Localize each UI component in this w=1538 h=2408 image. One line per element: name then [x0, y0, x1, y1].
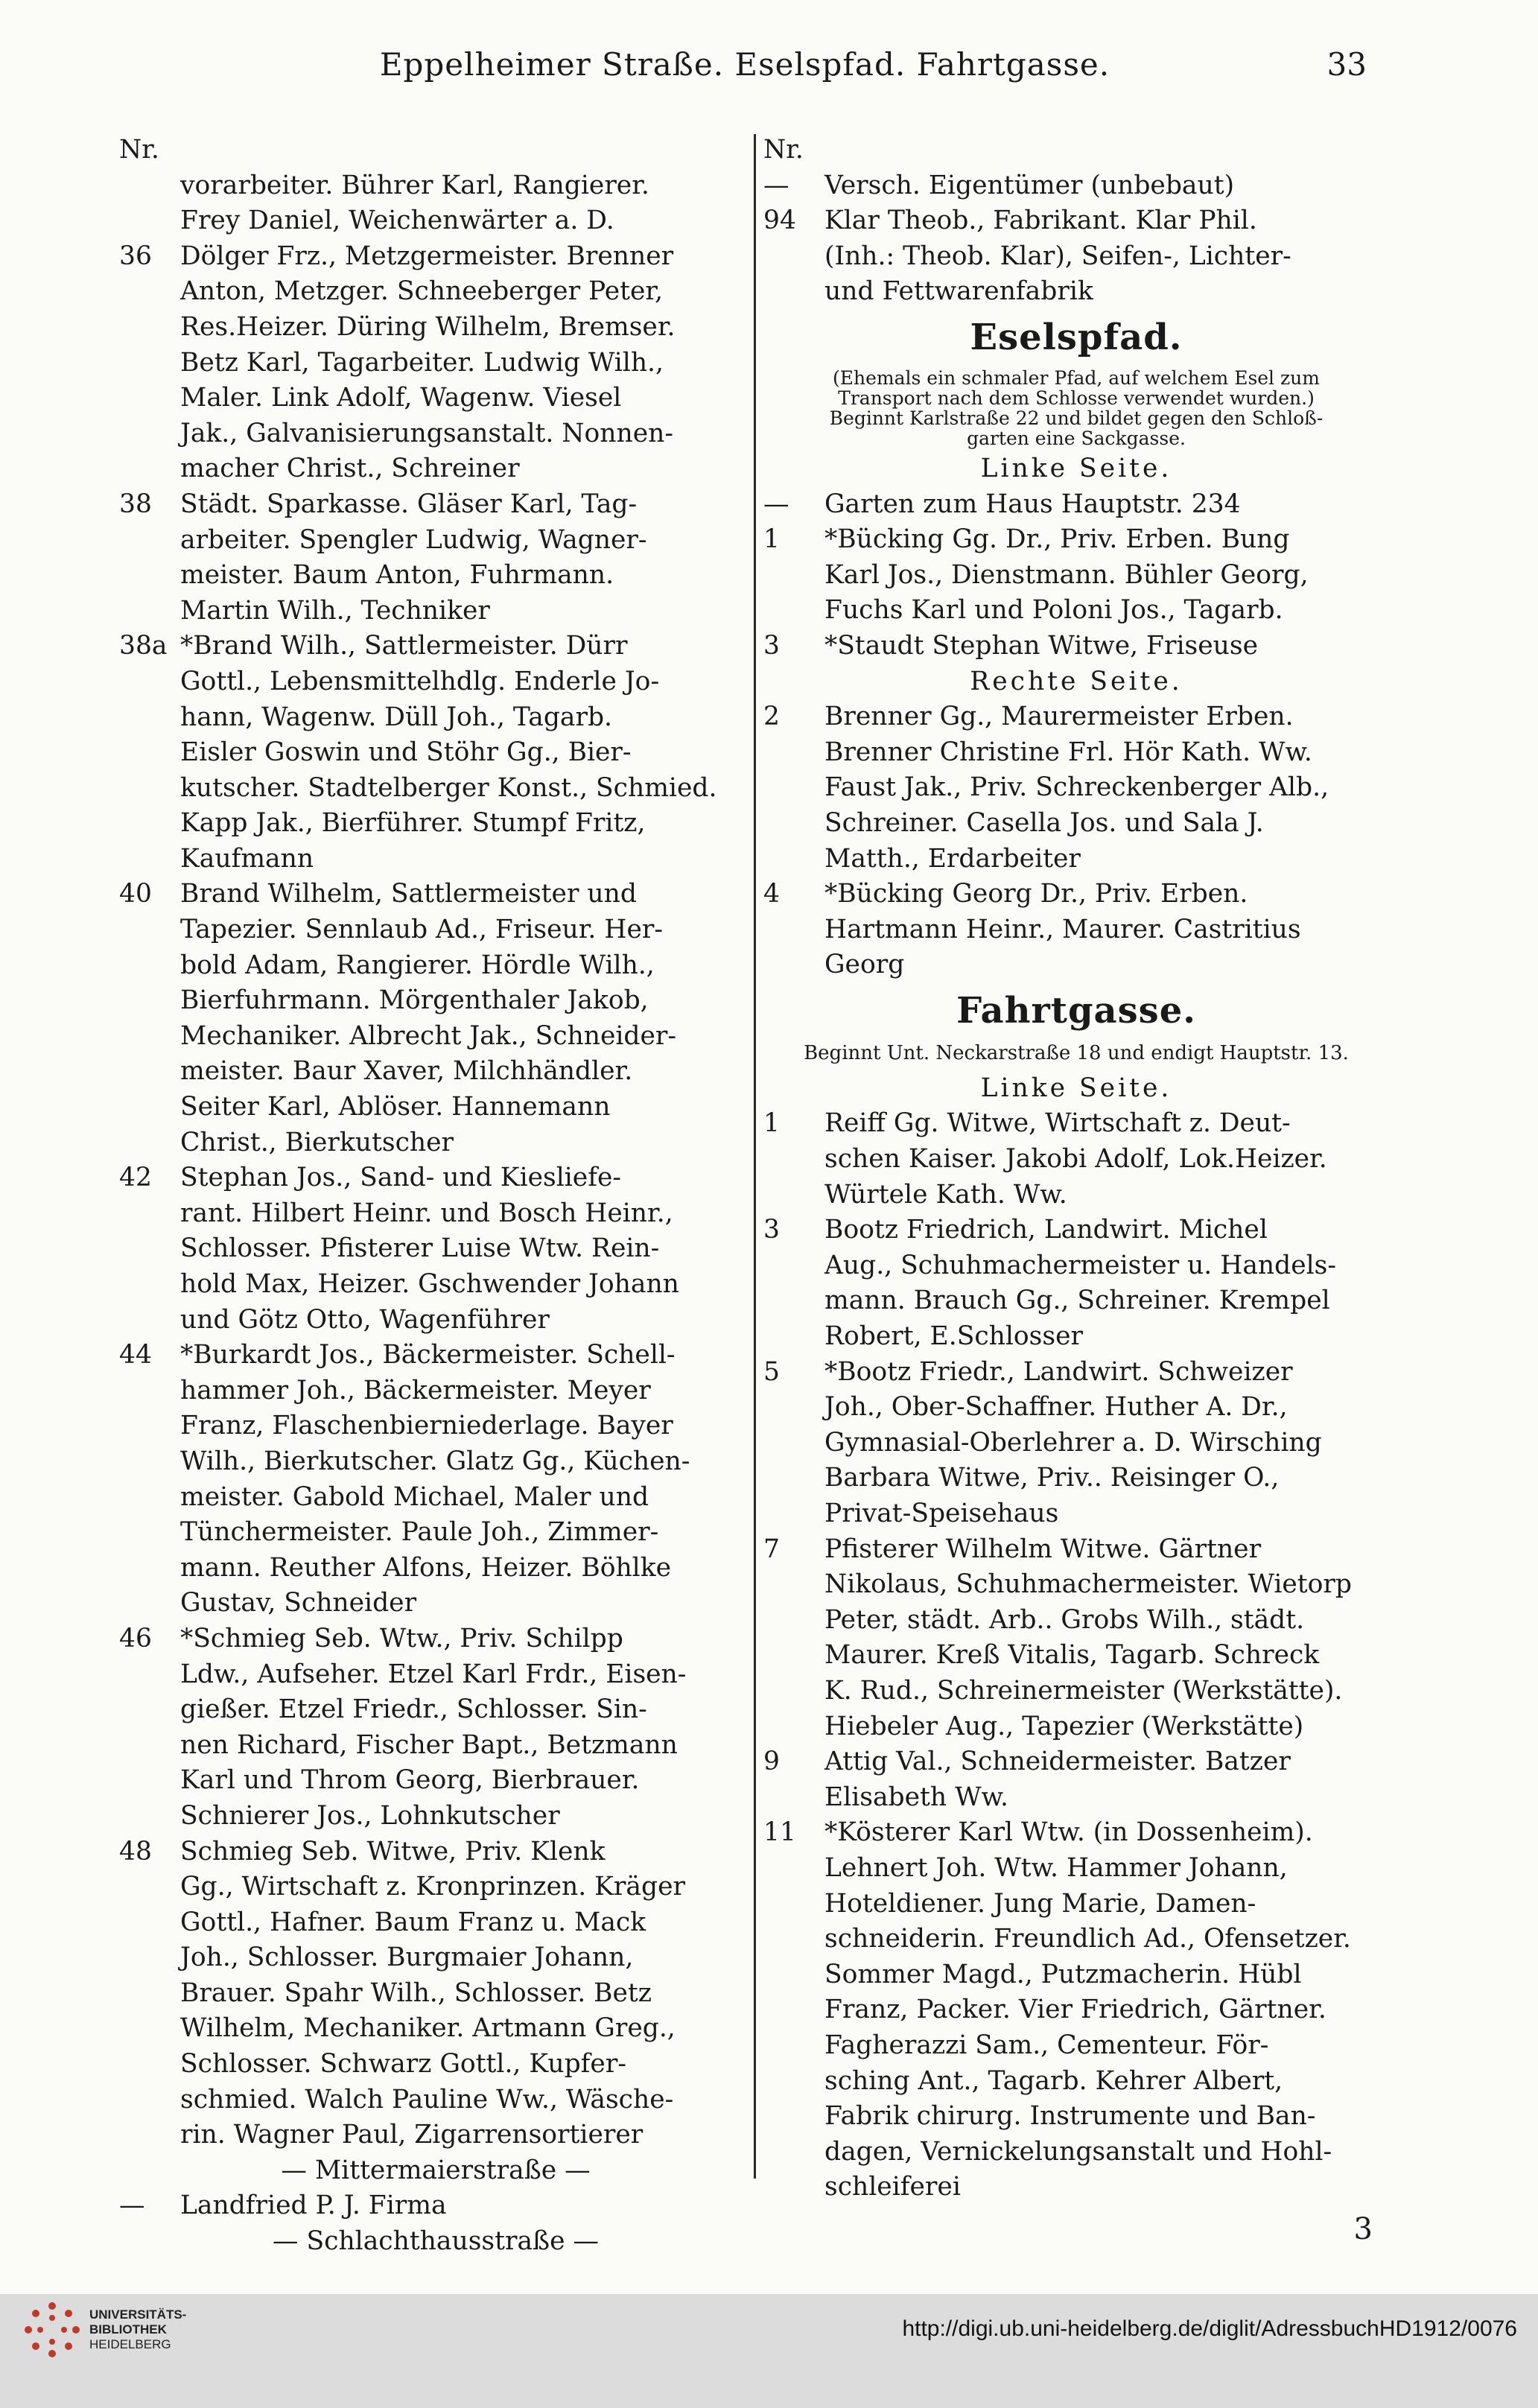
resident-text: Lehnert Joh. Wtw. Hammer Johann,: [824, 1852, 1288, 1883]
entry-line-numbered: [763, 487, 1389, 523]
entry-line-numbered: [119, 1834, 752, 1870]
entry-line: [763, 2135, 1389, 2170]
entry-line: [763, 1992, 1389, 2028]
resident-text: und Götz Otto, Wagenführer: [180, 1304, 550, 1335]
resident-text: (Inh.: Theob. Klar), Seifen-, Lichter-: [824, 241, 1291, 271]
resident-text: Kapp Jak., Bierführer. Stumpf Fritz,: [180, 808, 646, 839]
resident-text: Bierfuhrmann. Mörgenthaler Jakob,: [180, 985, 649, 1016]
resident-text: *Burkardt Jos., Bäckermeister. Schell-: [180, 1340, 676, 1370]
entry-line: [119, 451, 752, 487]
right-column-continuation: [763, 133, 1389, 310]
resident-text: macher Christ., Schreiner: [180, 454, 520, 484]
page-number: 33: [1326, 46, 1367, 83]
entry-line: [763, 1461, 1389, 1496]
entry-line: [119, 2224, 752, 2260]
resident-text: Brauer. Spahr Wilh., Schlosser. Betz: [180, 1977, 652, 2008]
entry-line: [763, 1922, 1389, 1957]
resident-text: Wilh., Bierkutscher. Glatz Gg., Küchen-: [180, 1446, 690, 1476]
entry-line: [119, 948, 752, 984]
resident-text: Karl und Throm Georg, Bierbrauer.: [180, 1765, 640, 1796]
entry-line: [763, 2064, 1389, 2100]
resident-text: sching Ant., Tagarb. Kehrer Albert,: [824, 2065, 1283, 2096]
entry-line-numbered: [119, 2188, 752, 2224]
resident-text: Gustav, Schneider: [180, 1588, 417, 1618]
resident-text: kutscher. Stadtelberger Konst., Schmied.: [180, 772, 717, 803]
resident-text: Attig Val., Schneidermeister. Batzer: [824, 1747, 1291, 1777]
library-logo-icon: [22, 2300, 82, 2360]
side-label-text: Linke Seite.: [980, 453, 1172, 483]
resident-text: Dölger Frz., Metzgermeister. Brenner: [180, 241, 674, 271]
side-label-text: Rechte Seite.: [970, 666, 1183, 696]
resident-text: Brand Wilhelm, Sattlermeister und: [180, 879, 637, 909]
library-name-line: UNIVERSITÄTS-: [89, 2307, 187, 2322]
entry-line: [119, 1090, 752, 1125]
resident-text: Eisler Goswin und Stöhr Gg., Bier-: [180, 737, 632, 768]
entry-line: [119, 1196, 752, 1232]
resident-text: Privat-Speisehaus: [824, 1499, 1059, 1528]
resident-text: Schmieg Seb. Witwe, Priv. Klenk: [180, 1836, 606, 1867]
resident-text: Georg: [824, 950, 905, 980]
entry-line: [763, 274, 1389, 310]
resident-text: Fagherazzi Sam., Cementeur. För-: [824, 2030, 1269, 2060]
viewer-footer-bar: [0, 2294, 1538, 2408]
resident-text: Sommer Magd., Putzmacherin. Hübl: [824, 1959, 1302, 1989]
house-number: 42: [119, 1163, 152, 1193]
sheet-number: 3: [1353, 2212, 1373, 2246]
resident-text: Betz Karl, Tagarbeiter. Ludwig Wilh.,: [180, 347, 664, 378]
street-heading-eselspfad: Eselspfad.: [970, 316, 1183, 358]
resident-text: Karl Jos., Dienstmann. Bühler Georg,: [824, 559, 1309, 590]
entry-line: [119, 2083, 752, 2118]
resident-text: Barbara Witwe, Priv.. Reisinger O.,: [824, 1463, 1280, 1493]
resident-text: Würtele Kath. Ww.: [824, 1179, 1067, 1210]
resident-text: Christ., Bierkutscher: [180, 1127, 454, 1157]
resident-text: Gottl., Lebensmittelhdlg. Enderle Jo-: [180, 666, 660, 696]
entry-line: [119, 735, 752, 771]
entry-line: [763, 1248, 1389, 1284]
entry-line: [119, 1551, 752, 1586]
resident-text: Fabrik chirurg. Instrumente und Ban-: [824, 2101, 1316, 2132]
entry-line: [763, 1142, 1389, 1178]
entry-line: [763, 806, 1389, 842]
entry-line: [763, 1638, 1389, 1674]
entry-line: [119, 1515, 752, 1551]
entry-line: [763, 1426, 1389, 1461]
entry-line: [119, 1231, 752, 1267]
entry-line: [763, 1957, 1389, 1993]
resident-text: rant. Hilbert Heinr. und Bosch Heinr.,: [180, 1198, 673, 1228]
resident-text: Nikolaus, Schuhmachermeister. Wietorp: [824, 1569, 1353, 1600]
house-number: Nr.: [119, 135, 159, 165]
entry-line: [119, 912, 752, 948]
left-column: [119, 133, 752, 2260]
resident-text: Mechaniker. Albrecht Jak., Schneider-: [180, 1020, 677, 1051]
entry-line: [763, 558, 1389, 594]
resident-text: vorarbeiter. Bührer Karl, Rangierer.: [180, 170, 649, 200]
entry-line: [119, 416, 752, 452]
resident-text: *Bootz Friedr., Landwirt. Schweizer: [824, 1356, 1293, 1387]
entry-line: [119, 1125, 752, 1161]
entry-line: [119, 1408, 752, 1444]
entry-line: [119, 2153, 752, 2189]
entry-line: [119, 558, 752, 594]
entry-line: [119, 2118, 752, 2153]
entry-line-numbered: [763, 203, 1389, 239]
entry-line: [119, 1019, 752, 1055]
entry-line-numbered: [763, 168, 1389, 204]
resident-text: Wilhelm, Mechaniker. Artmann Greg.,: [180, 2013, 676, 2044]
resident-text: Seiter Karl, Ablöser. Hannemann: [180, 1092, 611, 1122]
resident-text: mann. Brauch Gg., Schreiner. Krempel: [824, 1286, 1330, 1316]
resident-text: Maler. Link Adolf, Wagenw. Viesel: [180, 383, 622, 413]
resident-text: Schlosser. Schwarz Gottl., Kupfer-: [180, 2049, 626, 2080]
entry-line: [119, 1869, 752, 1905]
house-number: 5: [763, 1356, 780, 1387]
resident-text: *Schmieg Seb. Wtw., Priv. Schilpp: [180, 1623, 623, 1653]
entry-line: [763, 1780, 1389, 1816]
entry-line: [119, 1444, 752, 1480]
resident-text: Pfisterer Wilhelm Witwe. Gärtner: [824, 1534, 1262, 1564]
resident-text: Matth., Erdarbeiter: [824, 843, 1081, 874]
house-number: 11: [763, 1817, 796, 1848]
entry-line: [763, 912, 1389, 948]
eselspfad-right-entries: [763, 699, 1389, 983]
entry-line: [119, 2047, 752, 2083]
street-note-line: garten eine Sackgasse.: [967, 427, 1186, 449]
house-number: 94: [763, 206, 796, 236]
house-number: 40: [119, 879, 152, 909]
entry-line: [119, 664, 752, 700]
house-number: 46: [119, 1623, 152, 1653]
side-label: [763, 664, 1389, 700]
street-note-line: Beginnt Karlstraße 22 und bildet gegen den Schloß-: [829, 407, 1323, 429]
cross-street-marker: — Mittermaierstraße —: [281, 2155, 591, 2185]
entry-line: [763, 1178, 1389, 1213]
entry-line: [119, 594, 752, 629]
entry-line: [119, 1303, 752, 1338]
entry-line: [119, 1054, 752, 1090]
house-number: 48: [119, 1836, 152, 1867]
house-number: —: [763, 489, 789, 519]
entry-line-numbered: [763, 1106, 1389, 1142]
entry-line: [119, 1940, 752, 1976]
cross-street-marker: — Schlachthausstraße —: [273, 2226, 599, 2257]
entry-line: [763, 842, 1389, 877]
entry-line-numbered: [763, 877, 1389, 912]
entry-line: [119, 274, 752, 310]
resident-text: Versch. Eigentümer (unbebaut): [824, 170, 1235, 200]
resident-text: hold Max, Heizer. Gschwender Johann: [180, 1269, 679, 1299]
resident-text: bold Adam, Rangierer. Hördle Wilh.,: [180, 950, 655, 980]
entry-line: [119, 806, 752, 842]
resident-text: Franz, Flaschenbierniederlage. Bayer: [180, 1411, 673, 1441]
entry-line: [763, 1283, 1389, 1319]
entry-line: [763, 1709, 1389, 1745]
house-number: 3: [763, 630, 780, 661]
entry-line: [119, 842, 752, 877]
source-url-link[interactable]: http://digi.ub.uni-heidelberg.de/diglit/AdressbuchHD1912/0076: [902, 2316, 1517, 2341]
entry-line: [119, 168, 752, 204]
street-heading-fahrtgasse: Fahrtgasse.: [956, 989, 1196, 1032]
resident-text: Fuchs Karl und Poloni Jos., Tagarb.: [824, 595, 1283, 626]
entry-line-numbered: [763, 1213, 1389, 1248]
entry-line: [763, 2170, 1389, 2205]
entry-line: [763, 239, 1389, 275]
house-number: —: [119, 2191, 145, 2221]
entry-line: [763, 770, 1389, 806]
entry-line: [763, 1887, 1389, 1922]
resident-text: Gottl., Hafner. Baum Franz u. Mack: [180, 1907, 646, 1937]
entry-line: [119, 1905, 752, 1941]
house-number: 4: [763, 879, 780, 909]
resident-text: mann. Reuther Alfons, Heizer. Böhlke: [180, 1552, 672, 1583]
entry-line: [119, 1692, 752, 1728]
column-divider: [754, 134, 756, 2179]
entry-line-numbered: [119, 1160, 752, 1196]
street-note-eselspfad: [763, 365, 1389, 451]
entry-line-numbered: [763, 699, 1389, 735]
resident-text: Bootz Friedrich, Landwirt. Michel: [824, 1215, 1268, 1245]
house-number: 36: [119, 241, 152, 271]
resident-text: Landfried P. J. Firma: [180, 2191, 447, 2221]
resident-text: meister. Gabold Michael, Maler und: [180, 1481, 649, 1512]
resident-text: schen Kaiser. Jakobi Adolf, Lok.Heizer.: [824, 1144, 1327, 1175]
resident-text: Brenner Gg., Maurermeister Erben.: [824, 702, 1294, 732]
resident-text: Städt. Sparkasse. Gläser Karl, Tag-: [180, 489, 638, 519]
resident-text: Martin Wilh., Techniker: [180, 595, 490, 626]
entry-line-numbered: [763, 1815, 1389, 1851]
fahrtgasse-entries: [763, 1106, 1389, 2205]
house-number: —: [763, 170, 789, 200]
resident-text: hann, Wagenw. Düll Joh., Tagarb.: [180, 702, 613, 732]
entry-line: [119, 700, 752, 736]
resident-text: Frey Daniel, Weichenwärter a. D.: [180, 206, 614, 236]
side-label-text: Linke Seite.: [980, 1073, 1172, 1103]
resident-text: Anton, Metzger. Schneeberger Peter,: [180, 276, 664, 307]
entry-line-numbered: [119, 487, 752, 523]
entry-line: [763, 2099, 1389, 2135]
resident-text: Faust Jak., Priv. Schreckenberger Alb.,: [824, 772, 1329, 803]
resident-text: Tünchermeister. Paule Joh., Zimmer-: [180, 1517, 659, 1548]
entry-line: [763, 1674, 1389, 1709]
entry-line: [763, 593, 1389, 629]
resident-text: Peter, städt. Arb.. Grobs Wilh., städt.: [824, 1604, 1305, 1635]
resident-text: K. Rud., Schreinermeister (Werkstätte).: [824, 1675, 1343, 1706]
entry-line: [763, 1496, 1389, 1532]
page-header: [0, 39, 1538, 91]
entry-line-numbered: [119, 133, 752, 168]
house-number: 3: [763, 1215, 780, 1245]
entry-line: [763, 947, 1389, 983]
resident-text: dagen, Vernickelungsanstalt und Hohl-: [824, 2136, 1332, 2167]
house-number: 38a: [119, 631, 168, 661]
resident-text: Hiebeler Aug., Tapezier (Werkstätte): [824, 1711, 1304, 1741]
entry-line: [119, 1480, 752, 1516]
resident-text: rin. Wagner Paul, Zigarrensortierer: [180, 2120, 644, 2150]
entry-line: [119, 983, 752, 1019]
entry-line: [119, 1728, 752, 1764]
entry-line-numbered: [119, 1338, 752, 1373]
resident-text: Klar Theob., Fabrikant. Klar Phil.: [824, 206, 1257, 236]
resident-text: Ldw., Aufseher. Etzel Karl Frdr., Eisen-: [180, 1659, 687, 1689]
side-label: [763, 451, 1389, 487]
resident-text: Aug., Schuhmachermeister u. Handels-: [824, 1250, 1337, 1280]
library-name-line: HEIDELBERG: [89, 2337, 171, 2351]
street-note-line: (Ehemals ein schmaler Pfad, auf welchem Esel zum: [833, 366, 1320, 389]
entry-line: [119, 1799, 752, 1834]
entry-line: [119, 1586, 752, 1621]
resident-text: Res.Heizer. Düring Wilhelm, Bremser.: [180, 311, 676, 342]
resident-text: Schreiner. Casella Jos. und Sala J.: [824, 807, 1264, 838]
resident-text: Reiff Gg. Witwe, Wirtschaft z. Deut-: [824, 1108, 1291, 1139]
resident-text: Jak., Galvanisierungsanstalt. Nonnen-: [180, 418, 674, 448]
entry-line: [119, 1657, 752, 1693]
entry-line: [119, 381, 752, 416]
resident-text: meister. Baur Xaver, Milchhändler.: [180, 1056, 633, 1087]
resident-text: Elisabeth Ww.: [824, 1782, 1008, 1812]
entry-line: [119, 1267, 752, 1303]
resident-text: nen Richard, Fischer Bapt., Betzmann: [180, 1729, 678, 1760]
entry-line: [119, 1373, 752, 1409]
page-title: Eppelheimer Straße. Eselspfad. Fahrtgasse.: [379, 46, 1110, 83]
entry-line: [763, 1603, 1389, 1639]
house-number: 1: [763, 524, 780, 555]
house-number: Nr.: [763, 135, 804, 165]
entry-line: [763, 1567, 1389, 1603]
resident-text: hammer Joh., Bäckermeister. Meyer: [180, 1375, 651, 1405]
resident-text: Gg., Wirtschaft z. Kronprinzen. Kräger: [180, 1872, 685, 1902]
entry-line: [763, 2028, 1389, 2064]
resident-text: Kaufmann: [180, 843, 314, 874]
resident-text: Robert, E.Schlosser: [824, 1321, 1083, 1352]
entry-line-numbered: [763, 1744, 1389, 1780]
house-number: 7: [763, 1534, 780, 1564]
library-name-line: BIBLIOTHEK: [89, 2322, 167, 2336]
resident-text: Tapezier. Sennlaub Ad., Friseur. Her-: [180, 915, 664, 945]
entry-line-numbered: [119, 239, 752, 275]
resident-text: Joh., Ober-Schaffner. Huther A. Dr.,: [824, 1392, 1288, 1423]
resident-text: *Bücking Georg Dr., Priv. Erben.: [824, 879, 1248, 909]
house-number: 1: [763, 1108, 780, 1139]
entry-line: [119, 1763, 752, 1799]
entry-line: [119, 346, 752, 381]
resident-text: *Brand Wilh., Sattlermeister. Dürr: [180, 631, 628, 661]
street-note-fahrtgasse: Beginnt Unt. Neckarstraße 18 und endigt Hauptstr. 13.: [804, 1041, 1349, 1064]
entry-line-numbered: [119, 629, 752, 664]
entry-line: [763, 1319, 1389, 1355]
entry-line: [119, 203, 752, 239]
library-name: [89, 2307, 186, 2352]
entry-line-numbered: [763, 133, 1389, 168]
entry-line-numbered: [119, 877, 752, 912]
entry-line: [119, 2011, 752, 2047]
resident-text: Schlosser. Pfisterer Luise Wtw. Rein-: [180, 1233, 660, 1264]
entry-line: [119, 771, 752, 807]
resident-text: *Bücking Gg. Dr., Priv. Erben. Bung: [824, 524, 1290, 555]
entry-line: [119, 1976, 752, 2012]
resident-text: Hoteldiener. Jung Marie, Damen-: [824, 1888, 1256, 1919]
entry-line: [119, 523, 752, 559]
entry-line-numbered: [763, 1532, 1389, 1568]
street-note-line: Transport nach dem Schlosse verwendet wurden.): [838, 387, 1315, 409]
resident-text: gießer. Etzel Friedr., Schlosser. Sin-: [180, 1694, 647, 1725]
entry-line-numbered: [763, 522, 1389, 558]
house-number: 38: [119, 489, 152, 519]
house-number: 2: [763, 702, 780, 732]
resident-text: Franz, Packer. Vier Friedrich, Gärtner.: [824, 1995, 1326, 2025]
resident-text: Stephan Jos., Sand- und Kiesliefe-: [180, 1163, 622, 1193]
entry-line: [763, 735, 1389, 771]
resident-text: Brenner Christine Frl. Hör Kath. Ww.: [824, 737, 1312, 767]
resident-text: schmied. Walch Pauline Ww., Wäsche-: [180, 2084, 674, 2115]
resident-text: meister. Baum Anton, Fuhrmann.: [180, 560, 614, 591]
entry-line-numbered: [763, 629, 1389, 664]
resident-text: und Fettwarenfabrik: [824, 276, 1093, 307]
resident-text: arbeiter. Spengler Ludwig, Wagner-: [180, 524, 647, 555]
resident-text: Hartmann Heinr., Maurer. Castritius: [824, 914, 1301, 944]
resident-text: *Kösterer Karl Wtw. (in Dossenheim).: [824, 1817, 1313, 1848]
right-column: [763, 133, 1389, 2205]
entry-line-numbered: [119, 1621, 752, 1657]
resident-text: *Staudt Stephan Witwe, Friseuse: [824, 630, 1258, 661]
resident-text: Maurer. Kreß Vitalis, Tagarb. Schreck: [824, 1640, 1320, 1671]
eselspfad-left-entries: [763, 487, 1389, 664]
house-number: 44: [119, 1340, 152, 1370]
resident-text: schleiferei: [824, 2172, 961, 2202]
resident-text: Garten zum Haus Hauptstr. 234: [824, 489, 1241, 519]
house-number: 9: [763, 1747, 780, 1777]
resident-text: schneiderin. Freundlich Ad., Ofensetzer.: [824, 1924, 1351, 1954]
side-label: [763, 1071, 1389, 1107]
entry-line-numbered: [763, 1355, 1389, 1391]
resident-text: Schnierer Jos., Lohnkutscher: [180, 1800, 560, 1831]
resident-text: Gymnasial-Oberlehrer a. D. Wirsching: [824, 1427, 1322, 1458]
entry-line: [763, 1390, 1389, 1426]
entry-line: [763, 1851, 1389, 1887]
resident-text: Joh., Schlosser. Burgmaier Johann,: [180, 1942, 634, 1973]
entry-line: [119, 310, 752, 346]
